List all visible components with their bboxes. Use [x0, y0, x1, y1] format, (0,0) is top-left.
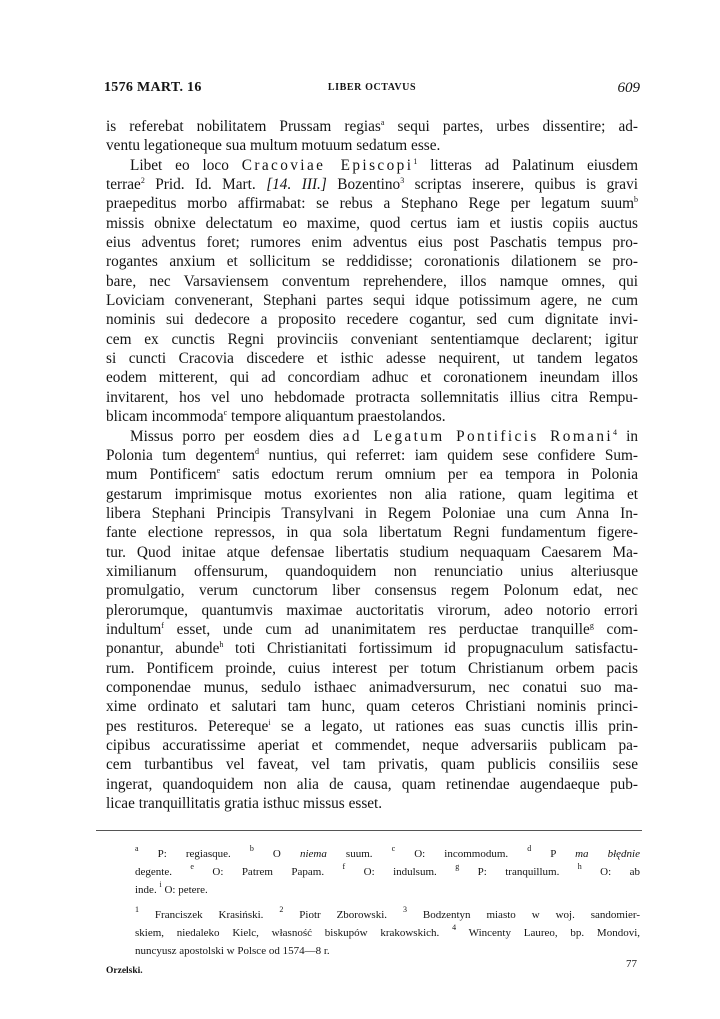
footnote-marker: 3 [402, 906, 407, 914]
text-run: O: petere. [161, 884, 208, 896]
text-run: gestarum imprimisque motus exorientes non alia ratione, quam legitima et [106, 485, 638, 503]
text-run: pes restituros. Petereque [106, 717, 269, 735]
text-run: Libet eo loco [130, 156, 242, 174]
text-run: Loviciam convenerant, Stephani partes sequi idque potissimum agere, ne cum [106, 292, 638, 310]
text-line [106, 678, 638, 697]
text-run: litteras ad Palatinum eiusdem [417, 156, 638, 174]
text-run: eodem mitterent, qui ad concordiam adhuc et coronationem ineundam illos [106, 369, 638, 387]
footnote-marker: b [634, 195, 638, 205]
footnote-marker: c [223, 408, 228, 418]
text-line [106, 755, 638, 774]
footnote-marker: f [342, 863, 346, 871]
footnote-marker: b [249, 845, 254, 853]
italic-text: ma błędnie [575, 848, 640, 860]
text-run: si cuncti Cracovia discedere et isthic adesse nequirent, ut tandem legatos [106, 350, 638, 368]
text-run: blicam incommoda [106, 408, 224, 426]
text-line [106, 659, 638, 678]
text-run: Franciszek Krasiński. [139, 909, 280, 921]
text-run: se a legato, ut rationes eas suas cunctis illis prin- [270, 717, 638, 735]
text-run: promulgatio, verum cunctorum liber consensus regem Polonum edat, nec [106, 582, 638, 600]
text-run: plerorumque, quantumvis maximae auctoritatis virorum, adeo notorio errori [106, 601, 638, 619]
text-line [106, 620, 638, 639]
text-run: xime ordinato et salutari tam hunc, quam ceteros Christiani nominis princi- [106, 698, 638, 716]
text-run: is referebat nobilitatem Prussam regias [106, 118, 381, 135]
footnote-marker: f [161, 620, 164, 630]
text-line [106, 368, 638, 387]
footnote-marker: g [589, 620, 594, 630]
text-run: degente. [135, 866, 191, 878]
spaced-name: ad Legatum Pontificis Romani [342, 427, 614, 445]
running-header [104, 80, 640, 98]
footnote-marker: 1 [413, 156, 418, 166]
text-run: Wincenty Laureo, bp. Mondovi, [456, 927, 640, 939]
text-line [106, 717, 638, 736]
text-run: Prid. Id. Mart. [144, 176, 267, 194]
text-run: nuntius, qui referret: iam quidem sese confidere Sum- [259, 446, 638, 464]
footnote-line [135, 906, 640, 924]
text-run: O: Patrem Papam. [193, 866, 343, 878]
text-run: indultum [106, 620, 162, 638]
apparatus-line [135, 863, 640, 881]
text-run: fante electione repressos, in qua sola libertatum Regni fundamentum figere- [106, 524, 638, 542]
text-run: tur. Quod initae atque defensae libertatis studium nequaquam Caesarem Ma- [106, 543, 638, 561]
text-line [106, 523, 638, 542]
footnote-marker: c [391, 845, 396, 853]
footnote-marker: 2 [279, 906, 284, 914]
text-run: P [531, 848, 576, 860]
text-run: nominis sui dedecore a proposito recedere cogantur, sed cum dignitate invi- [106, 311, 638, 329]
text-line [106, 214, 638, 233]
text-run: terrae [106, 176, 141, 194]
text-run: scriptas inserere, quibus is gravi [404, 176, 638, 194]
text-run: nuncyusz apostolski w Polsce od 1574—8 r. [135, 945, 330, 957]
signature-mark: Orzelski. [106, 966, 143, 976]
footnote-marker: e [216, 466, 221, 476]
text-run: tempore aliquantum praestolandos. [227, 408, 446, 426]
text-run: invitarent, hos vel uno hebdomade protracta sollemnitatis illius citra Rempu- [106, 388, 638, 406]
footnote-marker: g [455, 863, 460, 871]
text-line [106, 427, 638, 446]
italic-text: [14. III.] [266, 176, 327, 194]
apparatus-line [135, 881, 640, 899]
text-line [106, 775, 638, 794]
apparatus-line [135, 845, 640, 863]
text-line [106, 465, 638, 484]
text-line [106, 330, 638, 349]
text-run: componendae munus, sedulo isthaec animadversurum, nec conatui suo ma- [106, 678, 638, 696]
text-run: P: regiasque. [138, 848, 250, 860]
footnote-marker: 1 [135, 906, 139, 914]
text-run: toti Christianitati fortissimum id propugnaculum satisfactu- [223, 640, 638, 658]
header-date: 1576 MART. 16 [104, 80, 202, 95]
text-line [106, 310, 638, 329]
text-run: satis edoctum rerum omnium per ea tempora in Polonia [220, 466, 638, 484]
text-run: com- [593, 620, 638, 638]
text-line [106, 601, 638, 620]
text-line [106, 697, 638, 716]
spaced-name: Cracoviae Episcopi [241, 156, 414, 174]
text-run: O: indulsum. [345, 866, 456, 878]
text-run: O: incommodum. [395, 848, 528, 860]
text-line [106, 136, 638, 155]
text-line [106, 117, 638, 136]
text-run: Bozentino [326, 176, 401, 194]
text-line [106, 736, 638, 755]
text-run: Missus porro per eosdem dies [130, 427, 343, 445]
footnote-marker: a [380, 118, 385, 127]
text-run: Piotr Zborowski. [283, 909, 403, 921]
text-run: ingerat, quandoquidem non alia de causa, quam retinendae augendaeque pub- [106, 775, 638, 793]
footnote-marker: a [135, 845, 139, 853]
text-line [106, 233, 638, 252]
footnote-line [135, 942, 640, 960]
text-run: P: tranquillum. [459, 866, 578, 878]
text-line [106, 156, 638, 175]
text-run: O [253, 848, 300, 860]
sheet-number: 77 [626, 958, 637, 970]
text-run: mum Pontificem [106, 466, 217, 484]
text-run: praepeditus morbo affirmabat: se rebus a Stephano Rege per legatum suum [106, 195, 634, 213]
footnote-marker: h [219, 640, 224, 650]
text-line [106, 562, 638, 581]
text-run: Bodzentyn miasto w woj. sandomier- [406, 909, 640, 921]
text-line [106, 485, 638, 504]
text-run: ventu legationeque sua multum motuum sedatum esse. [106, 137, 441, 155]
text-run: inde. [135, 884, 160, 896]
text-run: eius adventus foret; rumores enim adventus eius post Paschatis tempus pro- [106, 234, 638, 252]
text-run: ximilianum offensurum, quandoquidem non renunciatio unius alteriusque [106, 562, 638, 580]
italic-text: niema [299, 848, 327, 860]
critical-apparatus [135, 845, 640, 899]
header-title: LIBER OCTAVUS [327, 82, 417, 93]
text-run: bare, nec Varsaviensem conventum reprehendere, illos namque omnes, qui [106, 272, 638, 290]
text-line [106, 388, 638, 407]
text-line [106, 291, 638, 310]
text-run: cem ex cunctis Regni provinciis conveniant sententiamque declarent; igitur [106, 330, 638, 348]
footnote-marker: i [159, 881, 162, 889]
text-run: libera Stephani Principis Transylvani in Regem Poloniae una cum Anna In- [106, 504, 638, 522]
footnote-marker: 4 [613, 427, 618, 437]
footnote-marker: d [255, 446, 260, 456]
footnote-marker: i [268, 717, 271, 727]
footnote-marker: 3 [400, 176, 405, 186]
text-run: skiem, niedaleko Kielc, własność biskupów krakowskich. [135, 927, 453, 939]
footnote-divider [96, 830, 642, 831]
explanatory-footnotes [135, 906, 640, 960]
text-run: O: ab [581, 866, 640, 878]
text-line [106, 349, 638, 368]
text-line [106, 407, 638, 426]
text-run: cipibus accuratissime aperiat et commendet, neque adversariis publicam pa- [106, 737, 638, 754]
footnote-marker: 2 [140, 176, 145, 186]
text-run: sequi partes, urbes dissentire; ad- [384, 118, 638, 135]
text-run: rogantes anxium et sollicitum se reddidisse; coronationis dilationem se pro- [106, 253, 638, 271]
text-line [106, 252, 638, 271]
footnote-line [135, 924, 640, 942]
text-run: suum. [326, 848, 392, 860]
text-run: ponantur, abunde [106, 640, 220, 658]
text-run: missis obnixe delectatum eo maxime, quod certus iam et iustis copiis auctus [106, 214, 638, 232]
main-text [106, 117, 638, 813]
text-line [106, 581, 638, 600]
text-run: in [617, 427, 638, 445]
text-line [106, 446, 638, 465]
text-line [106, 794, 638, 813]
text-run: esset, unde cum ad unanimitatem res perductae tranquille [163, 620, 590, 638]
text-line [106, 272, 638, 291]
page-number: 609 [617, 80, 640, 96]
text-run: licae tranquillitatis gratia isthuc missus esset. [106, 795, 383, 813]
text-run: rum. Pontificem proinde, cuius interest per totum Christianum orbem pacis [106, 659, 638, 677]
footnote-marker: e [190, 863, 194, 871]
footnote-marker: h [577, 863, 582, 871]
footnote-marker: d [527, 845, 532, 853]
text-run: cem turbantibus vel faveat, vel tam privatis, quam publicis consiliis sese [106, 756, 638, 774]
text-line [106, 543, 638, 562]
text-line [106, 194, 638, 213]
text-line [106, 504, 638, 523]
text-line [106, 639, 638, 658]
text-run: Polonia tum degentem [106, 446, 256, 464]
text-line [106, 175, 638, 194]
footnote-marker: 4 [452, 924, 457, 932]
